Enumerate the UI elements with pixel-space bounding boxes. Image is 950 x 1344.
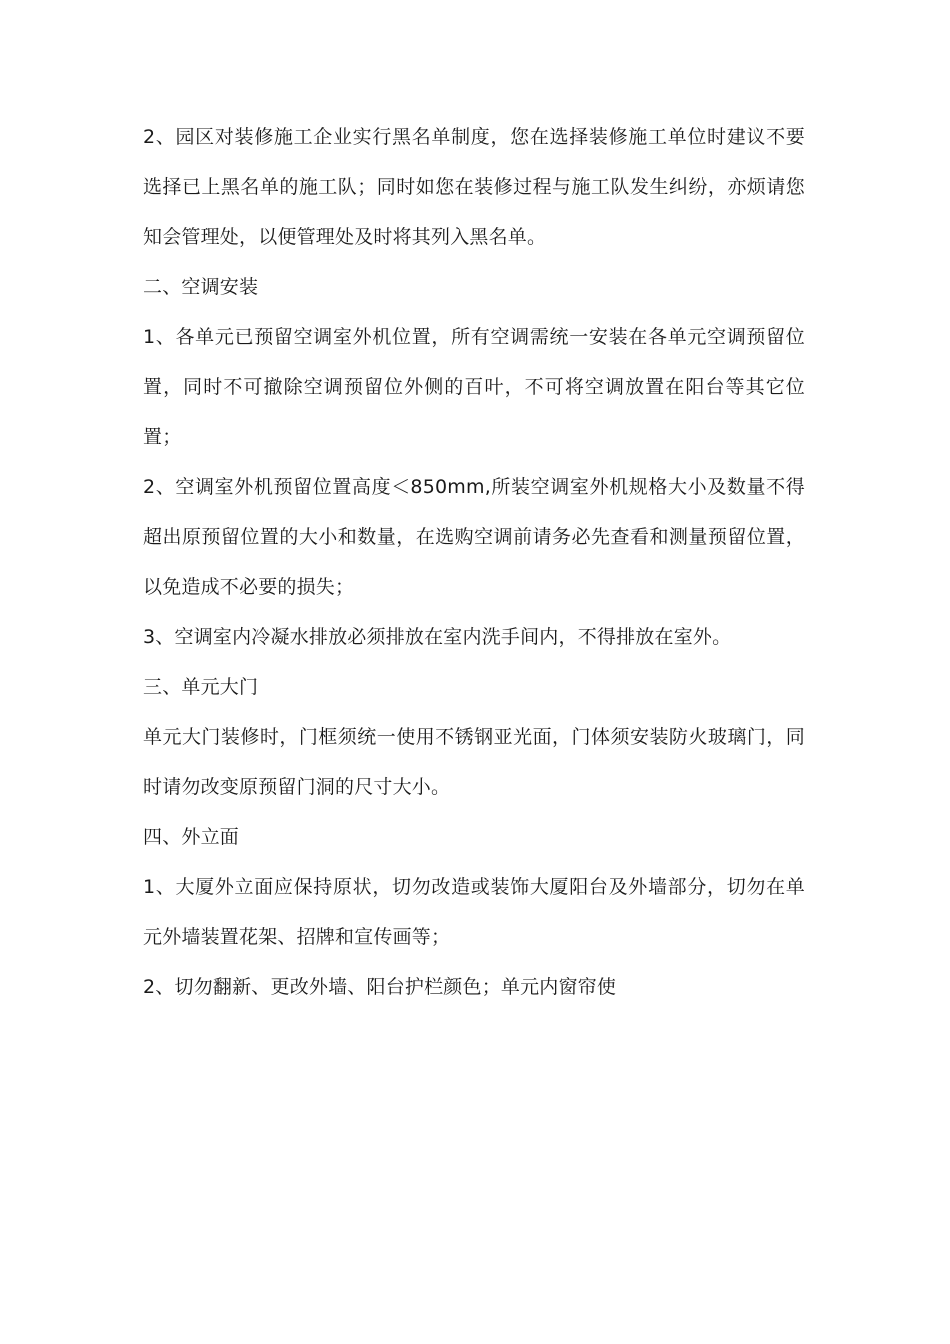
paragraph-ac-location: 1、各单元已预留空调室外机位置，所有空调需统一安装在各单元空调预留位置，同时不可撤除空调预留位外侧的百叶，不可将空调放置在阳台等其它位置； [143, 326, 805, 448]
paragraph-facade-keep-original: 1、大厦外立面应保持原状，切勿改造或装饰大厦阳台及外墙部分，切勿在单元外墙装置花架、招牌和宣传画等； [143, 876, 805, 948]
section-heading-air-conditioning: 二、空调安装 [143, 276, 259, 298]
paragraph-ac-size-limit: 2、空调室外机预留位置高度＜850mm,所装空调室外机规格大小及数量不得超出原预留位置的大小和数量，在选购空调前请务必先查看和测量预留位置，以免造成不必要的损失； [143, 476, 805, 598]
paragraph-ac-drainage: 3、空调室内冷凝水排放必须排放在室内洗手间内，不得排放在室外。 [143, 626, 732, 648]
paragraph-facade-colors: 2、切勿翻新、更改外墙、阳台护栏颜色；单元内窗帘使 [143, 976, 617, 998]
paragraph-unit-door: 单元大门装修时，门框须统一使用不锈钢亚光面，门体须安装防火玻璃门，同时请勿改变原预留门洞的尺寸大小。 [143, 726, 805, 798]
section-heading-facade: 四、外立面 [143, 826, 240, 848]
document-page [143, 112, 805, 1012]
section-heading-unit-door: 三、单元大门 [143, 676, 259, 698]
paragraph-blacklist-policy: 2、园区对装修施工企业实行黑名单制度，您在选择装修施工单位时建议不要选择已上黑名单的施工队；同时如您在装修过程与施工队发生纠纷，亦烦请您知会管理处，以便管理处及时将其列入黑名单。 [143, 126, 805, 248]
